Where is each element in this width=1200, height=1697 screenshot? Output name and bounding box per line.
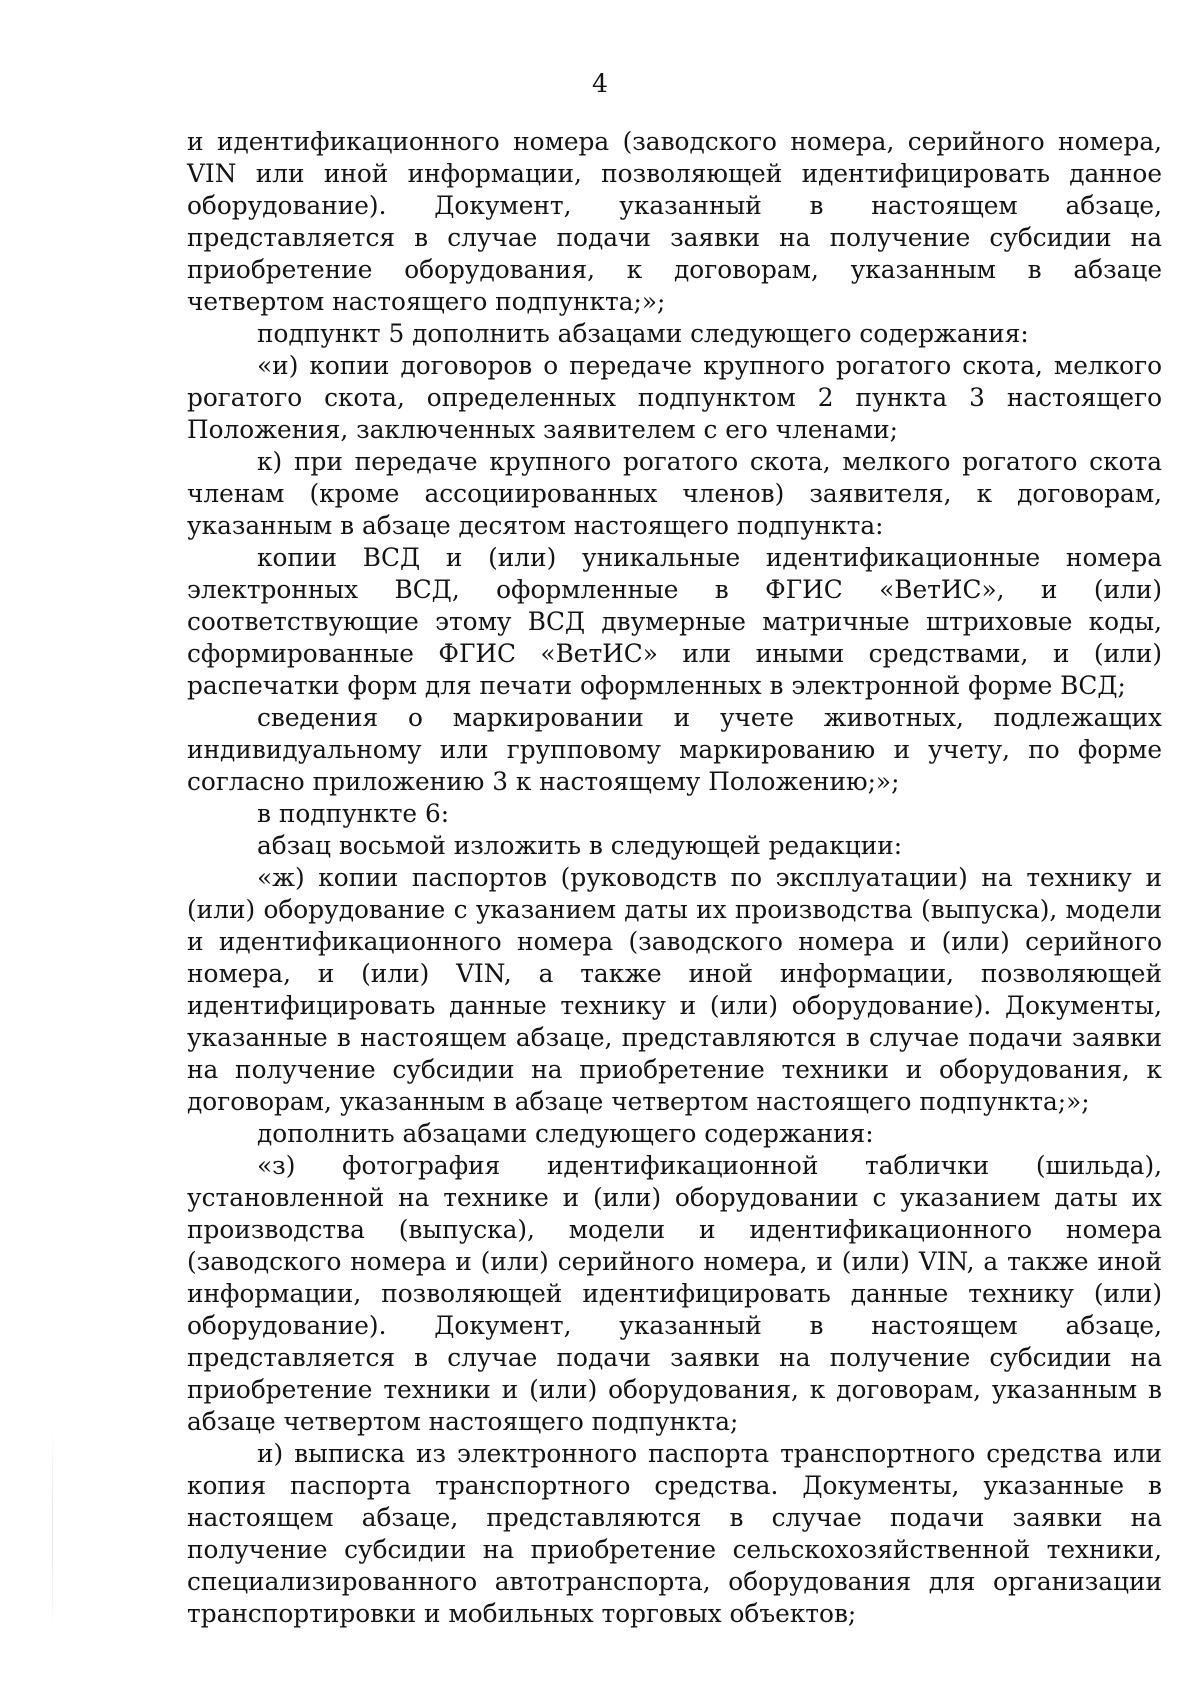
paragraph-item-zh: «ж) копии паспортов (руководств по эксплуатации) на технику и (или) оборудование с указанием даты их производства (выпуска), модели и идентификационного номера (заводского номера и (или) серийного номера, и (или) VIN, а также иной информации, позволяющей идентифицировать данные технику и (или) оборудование). Документы, указанные в настоящем абзаце, представляются в случае подачи заявки на получение субсидии на приобретение техники и оборудования, к договорам, указанным в абзаце четвертом настоящего подпункта;»; (187, 863, 1162, 1116)
document-body (187, 126, 1162, 1630)
paragraph-continuation: и идентификационного номера (заводского номера, серийного номера, VIN или иной информации, позволяющей идентифицировать данное оборудование). Документ, указанный в настоящем абзаце, представляется в случае подачи заявки на получение субсидии на приобретение оборудования, к договорам, указанным в абзаце четвертом настоящего подпункта;»; (187, 127, 1162, 316)
paragraph-marking-info: сведения о маркировании и учете животных, подлежащих индивидуальному или групповому маркированию и учету, по форме согласно приложению 3 к настоящему Положению;»; (187, 703, 1162, 796)
scan-edge-mark (52, 1430, 53, 1630)
paragraph-item-i: «и) копии договоров о передаче крупного рогатого скота, мелкого рогатого скота, определенных подпунктом 2 пункта 3 настоящего Положения, заключенных заявителем с его членами; (187, 351, 1162, 444)
paragraph-item-i-vehicle: и) выписка из электронного паспорта транспортного средства или копия паспорта транспортного средства. Документы, указанные в настоящем абзаце, представляются в случае подачи заявки на получение субсидии на приобретение сельскохозяйственной техники, специализированного автотранспорта, оборудования для организации транспортировки и мобильных торговых объектов; (187, 1439, 1162, 1628)
paragraph-vsd-copies: копии ВСД и (или) уникальные идентификационные номера электронных ВСД, оформленные в ФГИС «ВетИС», и (или) соответствующие этому ВСД двумерные матричные штриховые коды, сформированные ФГИС «ВетИС» или иными средствами, и (или) распечатки форм для печати оформленных в электронной форме ВСД; (187, 543, 1162, 700)
paragraph-subpoint-5-intro: подпункт 5 дополнить абзацами следующего содержания: (257, 319, 1029, 348)
paragraph-supplement-intro: дополнить абзацами следующего содержания: (257, 1119, 874, 1148)
paragraph-item-k: к) при передаче крупного рогатого скота, мелкого рогатого скота членам (кроме ассоциированных членов) заявителя, к договорам, указанным в абзаце десятом настоящего подпункта: (187, 447, 1162, 540)
paragraph-item-z: «з) фотография идентификационной таблички (шильда), установленной на технике и (или) оборудовании с указанием даты их производства (выпуска), модели и идентификационного номера (заводского номера и (или) серийного номера, и (или) VIN, а также иной информации, позволяющей идентифицировать данные технику (или) оборудование). Документ, указанный в настоящем абзаце, представляется в случае подачи заявки на получение субсидии на приобретение техники и (или) оборудования, к договорам, указанным в абзаце четвертом настоящего подпункта; (187, 1151, 1162, 1436)
page-number: 4 (592, 69, 608, 98)
paragraph-eighth-abzac: абзац восьмой изложить в следующей редакции: (257, 831, 903, 860)
paragraph-subpoint-6: в подпункте 6: (257, 799, 450, 828)
